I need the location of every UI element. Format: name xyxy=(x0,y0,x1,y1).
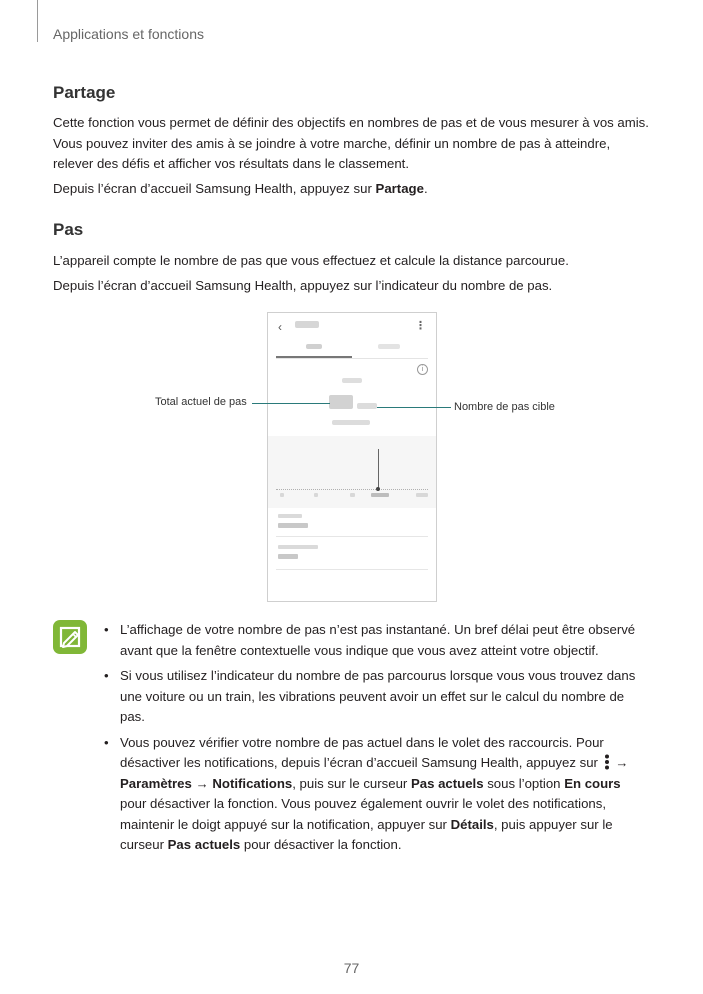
list-item: • Vous pouvez vérifier votre nombre de pas actuel dans le volet des raccourcis. Pour désactiver les notifications, depuis l’écran d’accueil Samsung Health, appuyez sur → Paramètres → Notifications, puis sur le curseur Pas actuels sous l’option En cours pour désactiver la fonction. Vous pouvez également ouvrir le volet des notifications, maintenir le doigt appuyé sur la notification, appuyer sur Détails, puis appuyer sur le curseur Pas actuels pour désactiver la fonction. xyxy=(104,734,629,852)
corner-mark xyxy=(37,0,38,42)
pas-paragraph: L’appareil compte le nombre de pas que vous effectuez et calcule la distance parcourue. xyxy=(53,253,569,268)
text-placeholder xyxy=(332,420,370,425)
partage-paragraph: Cette fonction vous permet de définir des objectifs en nombres de pas et de vous mesurer à vos amis. Vous pouvez inviter des amis à se joindre à votre marche, définir un nombre de pas à atteindre, relever des défis et afficher vos résultats dans le classement. xyxy=(53,115,649,171)
axis-tick-placeholder xyxy=(371,493,389,497)
info-icon: i xyxy=(417,364,428,375)
text-placeholder xyxy=(278,554,298,559)
chart-marker-dot xyxy=(376,487,380,491)
chart-marker-line xyxy=(378,449,379,489)
callout-line-left xyxy=(252,403,330,404)
section-title-partage: Partage xyxy=(53,83,116,102)
partage-instruction: Depuis l’écran d’accueil Samsung Health, appuyez sur Partage. xyxy=(53,181,428,196)
note-icon xyxy=(53,620,87,654)
partage-bold: Partage xyxy=(375,181,424,196)
divider xyxy=(276,536,428,537)
axis-tick-placeholder xyxy=(314,493,318,497)
callout-current-steps: Total actuel de pas xyxy=(155,396,247,408)
callout-line-right xyxy=(377,407,451,408)
page-number: 77 xyxy=(343,960,360,976)
target-steps-placeholder xyxy=(357,403,377,409)
text-placeholder xyxy=(278,514,302,518)
more-options-icon: ⋮ xyxy=(415,320,426,332)
chart-baseline xyxy=(276,489,428,490)
chart-area xyxy=(268,436,436,508)
tab-placeholder xyxy=(306,344,322,349)
back-icon: ‹ xyxy=(278,320,282,334)
current-steps-placeholder xyxy=(329,395,353,409)
list-item: • Si vous utilisez l’indicateur du nombre de pas parcourus lorsque vous vous trouvez dans une voiture ou un train, les vibrations peuvent avoir un effet sur le calcul du nombre de pas. xyxy=(104,668,636,724)
text-placeholder xyxy=(278,545,318,549)
axis-tick-placeholder xyxy=(280,493,284,497)
text-placeholder xyxy=(342,378,362,383)
phone-screenshot xyxy=(267,312,437,602)
note-list xyxy=(104,620,649,861)
more-options-icon xyxy=(604,754,610,770)
list-item: • L’affichage de votre nombre de pas n’est pas instantané. Un bref délai peut être observé avant que la fenêtre contextuelle vous indique que vous avez atteint votre objectif. xyxy=(104,622,636,658)
section-title-pas: Pas xyxy=(53,220,84,239)
tab-placeholder xyxy=(378,344,400,349)
divider xyxy=(276,358,428,359)
screen-title-placeholder xyxy=(295,321,319,328)
callout-target-steps: Nombre de pas cible xyxy=(454,401,555,413)
axis-tick-placeholder xyxy=(416,493,428,497)
text-placeholder xyxy=(278,523,308,528)
pas-instruction: Depuis l’écran d’accueil Samsung Health, appuyez sur l’indicateur du nombre de pas. xyxy=(53,278,553,293)
running-header: Applications et fonctions xyxy=(53,26,204,42)
divider xyxy=(276,569,428,570)
axis-tick-placeholder xyxy=(350,493,355,497)
